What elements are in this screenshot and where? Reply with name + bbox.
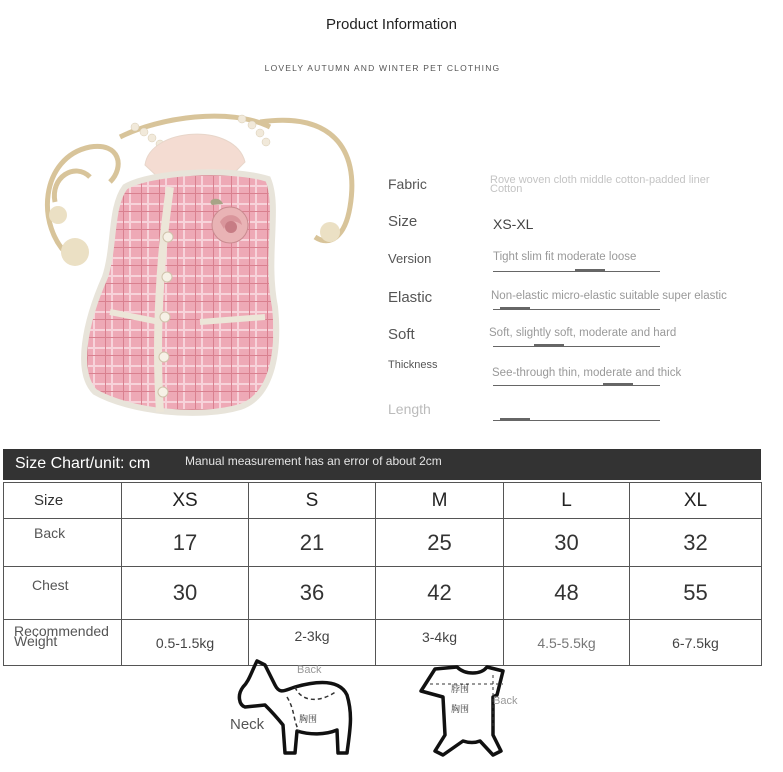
table-cell: 42 xyxy=(376,567,504,620)
size-chart-note: Manual measurement has an error of about 2cm xyxy=(185,454,442,468)
chest-row-label: Chest xyxy=(4,567,122,620)
thickness-marker xyxy=(603,383,633,386)
size-xs: XS xyxy=(122,483,249,519)
table-cell: 30 xyxy=(122,567,249,620)
thickness-value: See-through thin, moderate and thick xyxy=(492,367,682,379)
table-row xyxy=(4,519,762,567)
fabric-value: Rove woven cloth middle cotton-padded liner Cotton xyxy=(490,174,710,195)
back-row-label: Back xyxy=(4,519,122,567)
size-xl: XL xyxy=(630,483,762,519)
version-label: Version xyxy=(388,251,432,266)
page-subtitle: LOVELY AUTUMN AND WINTER PET CLOTHING xyxy=(264,63,501,73)
table-cell: 4.5-5.5kg xyxy=(504,620,630,666)
size-header-label: Size xyxy=(4,483,122,519)
fabric-label: Fabric xyxy=(388,176,427,192)
table-cell: 2-3kg xyxy=(249,620,376,666)
size-s: S xyxy=(249,483,376,519)
table-cell: 21 xyxy=(249,519,376,567)
table-cell: 25 xyxy=(376,519,504,567)
page-title: Product Information xyxy=(326,16,457,33)
soft-marker xyxy=(534,344,564,347)
thickness-scale xyxy=(493,385,660,386)
length-marker xyxy=(500,418,530,421)
product-photo xyxy=(30,107,370,425)
table-cell: 17 xyxy=(122,519,249,567)
soft-scale xyxy=(493,346,660,347)
table-cell: 36 xyxy=(249,567,376,620)
table-cell: 6-7.5kg xyxy=(630,620,762,666)
table-cell: 0.5-1.5kg xyxy=(122,620,249,666)
size-value: XS-XL xyxy=(493,216,534,232)
elastic-marker xyxy=(500,307,530,310)
size-l: L xyxy=(504,483,630,519)
dog-diagram-icon xyxy=(239,661,350,753)
dog-neck-label: Neck xyxy=(230,716,265,733)
size-chart-header xyxy=(3,449,761,480)
table-cell: 30 xyxy=(504,519,630,567)
dog-chest-label: 胸围 xyxy=(299,714,318,724)
table-cell: 48 xyxy=(504,567,630,620)
size-table xyxy=(3,482,762,666)
table-cell: 3-4kg xyxy=(376,620,504,666)
garment-neck-label: 脖围 xyxy=(451,684,470,694)
version-value: Tight slim fit moderate loose xyxy=(493,251,637,263)
soft-label: Soft xyxy=(388,326,415,343)
elastic-label: Elastic xyxy=(388,289,433,306)
soft-value: Soft, slightly soft, moderate and hard xyxy=(489,327,677,339)
length-label: Length xyxy=(388,401,431,417)
elastic-value: Non-elastic micro-elastic suitable super elastic xyxy=(491,290,727,302)
size-label: Size xyxy=(388,213,418,230)
thickness-label: Thickness xyxy=(388,359,438,371)
version-marker xyxy=(575,269,605,272)
size-chart-title: Size Chart/unit: cm xyxy=(15,455,151,472)
table-cell: 55 xyxy=(630,567,762,620)
measurement-diagrams xyxy=(225,655,545,767)
table-cell: 32 xyxy=(630,519,762,567)
weight-row-label: Recommended Weight xyxy=(4,620,122,666)
dog-back-label: Back xyxy=(297,664,322,676)
garment-back-label: Back xyxy=(493,695,518,707)
size-m: M xyxy=(376,483,504,519)
table-header-row xyxy=(4,483,762,519)
garment-chest-label: 胸围 xyxy=(451,704,470,714)
table-row xyxy=(4,567,762,620)
